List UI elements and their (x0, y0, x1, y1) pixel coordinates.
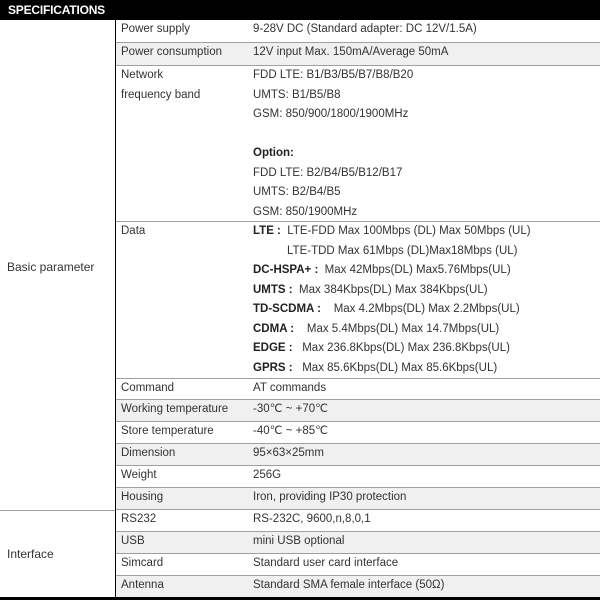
spec-key: Antenna (121, 579, 164, 591)
data-label: EDGE : (253, 342, 293, 354)
spec-row-command (116, 379, 600, 400)
spec-key: Data (121, 225, 146, 237)
data-text: LTE-FDD Max 100Mbps (DL) Max 50Mbps (UL) (287, 225, 531, 237)
band-line: UMTS: B2/B4/B5 (253, 186, 341, 198)
group-label-interface: Interface (7, 546, 54, 561)
data-text: Max 384Kbps(DL) Max 384Kbps(UL) (299, 283, 488, 296)
spec-row-usb (116, 532, 600, 554)
spec-row-weight (116, 466, 600, 488)
spec-value: Iron, providing IP30 protection (253, 491, 407, 503)
spec-key: Simcard (121, 557, 164, 569)
band-line: FDD LTE: B1/B3/B5/B7/B8/B20 (253, 69, 414, 81)
spec-key: Weight (121, 469, 157, 481)
spec-row-power-supply (116, 20, 600, 43)
spec-row-housing (116, 488, 600, 510)
spec-key: Power consumption (121, 46, 222, 58)
spec-value: RS-232C, 9600,n,8,0,1 (253, 513, 371, 525)
data-text: Max 4.2Mbps(DL) Max 2.2Mbps(UL) (333, 303, 520, 315)
spec-key: Command (121, 382, 175, 394)
spec-row-power-consumption (116, 43, 600, 66)
band-line: GSM: 850/1900MHz (253, 205, 358, 218)
spec-value: 12V input Max. 150mA/Average 50mA (253, 46, 449, 58)
spec-value: 9-28V DC (Standard adapter: DC 12V/1.5A) (253, 23, 477, 35)
band-line: FDD LTE: B2/B4/B5/B12/B17 (253, 166, 403, 179)
spec-value (253, 222, 531, 378)
data-text: Max 42Mbps(DL) Max5.76Mbps(UL) (324, 264, 511, 276)
spec-value: -40℃ ~ +85℃ (253, 425, 329, 437)
data-text: Max 85.6Kbps(DL) Max 85.6Kbps(UL) (302, 361, 498, 374)
group-label-basic-parameter: Basic parameter (7, 260, 95, 274)
spec-row-dimension (116, 444, 600, 466)
spec-row-antenna (116, 576, 600, 597)
spec-row-working-temperature (116, 400, 600, 422)
spec-row-store-temperature (116, 422, 600, 444)
option-heading: Option: (253, 147, 294, 159)
spec-row-rs232 (116, 510, 600, 532)
data-label: DC-HSPA+ : (253, 264, 319, 276)
section-title: SPECIFICATIONS (8, 3, 105, 17)
data-label: UMTS : (253, 283, 293, 296)
data-text: Max 5.4Mbps(DL) Max 14.7Mbps(UL) (306, 322, 500, 335)
spec-key: Store temperature (121, 425, 214, 437)
data-text: Max 236.8Kbps(DL) Max 236.8Kbps(UL) (302, 342, 510, 354)
spec-row-network-frequency-band (116, 66, 600, 222)
spec-key: Power supply (121, 23, 191, 35)
spec-key: USB (121, 535, 145, 547)
spec-value: Standard SMA female interface (50Ω) (253, 579, 445, 591)
band-line: GSM: 850/900/1800/1900MHz (253, 108, 409, 120)
data-label: TD-SCDMA : (253, 303, 321, 315)
spec-key: Housing (121, 491, 164, 503)
band-line: UMTS: B1/B5/B8 (253, 88, 341, 101)
spec-key-line: Network (121, 69, 164, 81)
spec-value: AT commands (253, 382, 327, 394)
spec-key: Working temperature (121, 403, 229, 415)
spec-value: 256G (253, 469, 282, 481)
data-text: LTE-TDD Max 61Mbps (DL)Max18Mbps (UL) (287, 244, 518, 257)
spec-value: -30℃ ~ +70℃ (253, 403, 329, 415)
spec-row-simcard (116, 554, 600, 576)
spec-key: RS232 (121, 513, 157, 525)
specifications-header (0, 0, 600, 20)
data-label: GPRS : (253, 361, 293, 374)
spec-value: 95×63×25mm (253, 447, 324, 459)
data-label: LTE : (253, 225, 281, 237)
data-label: CDMA : (253, 322, 295, 335)
spec-key (121, 66, 200, 105)
spec-key: Dimension (121, 447, 176, 459)
band-line (253, 125, 413, 145)
spec-key-line: frequency band (121, 88, 201, 101)
spec-value: Standard user card interface (253, 557, 399, 569)
spec-value (253, 66, 413, 222)
spec-row-data (116, 222, 600, 379)
spec-value: mini USB optional (253, 535, 345, 547)
